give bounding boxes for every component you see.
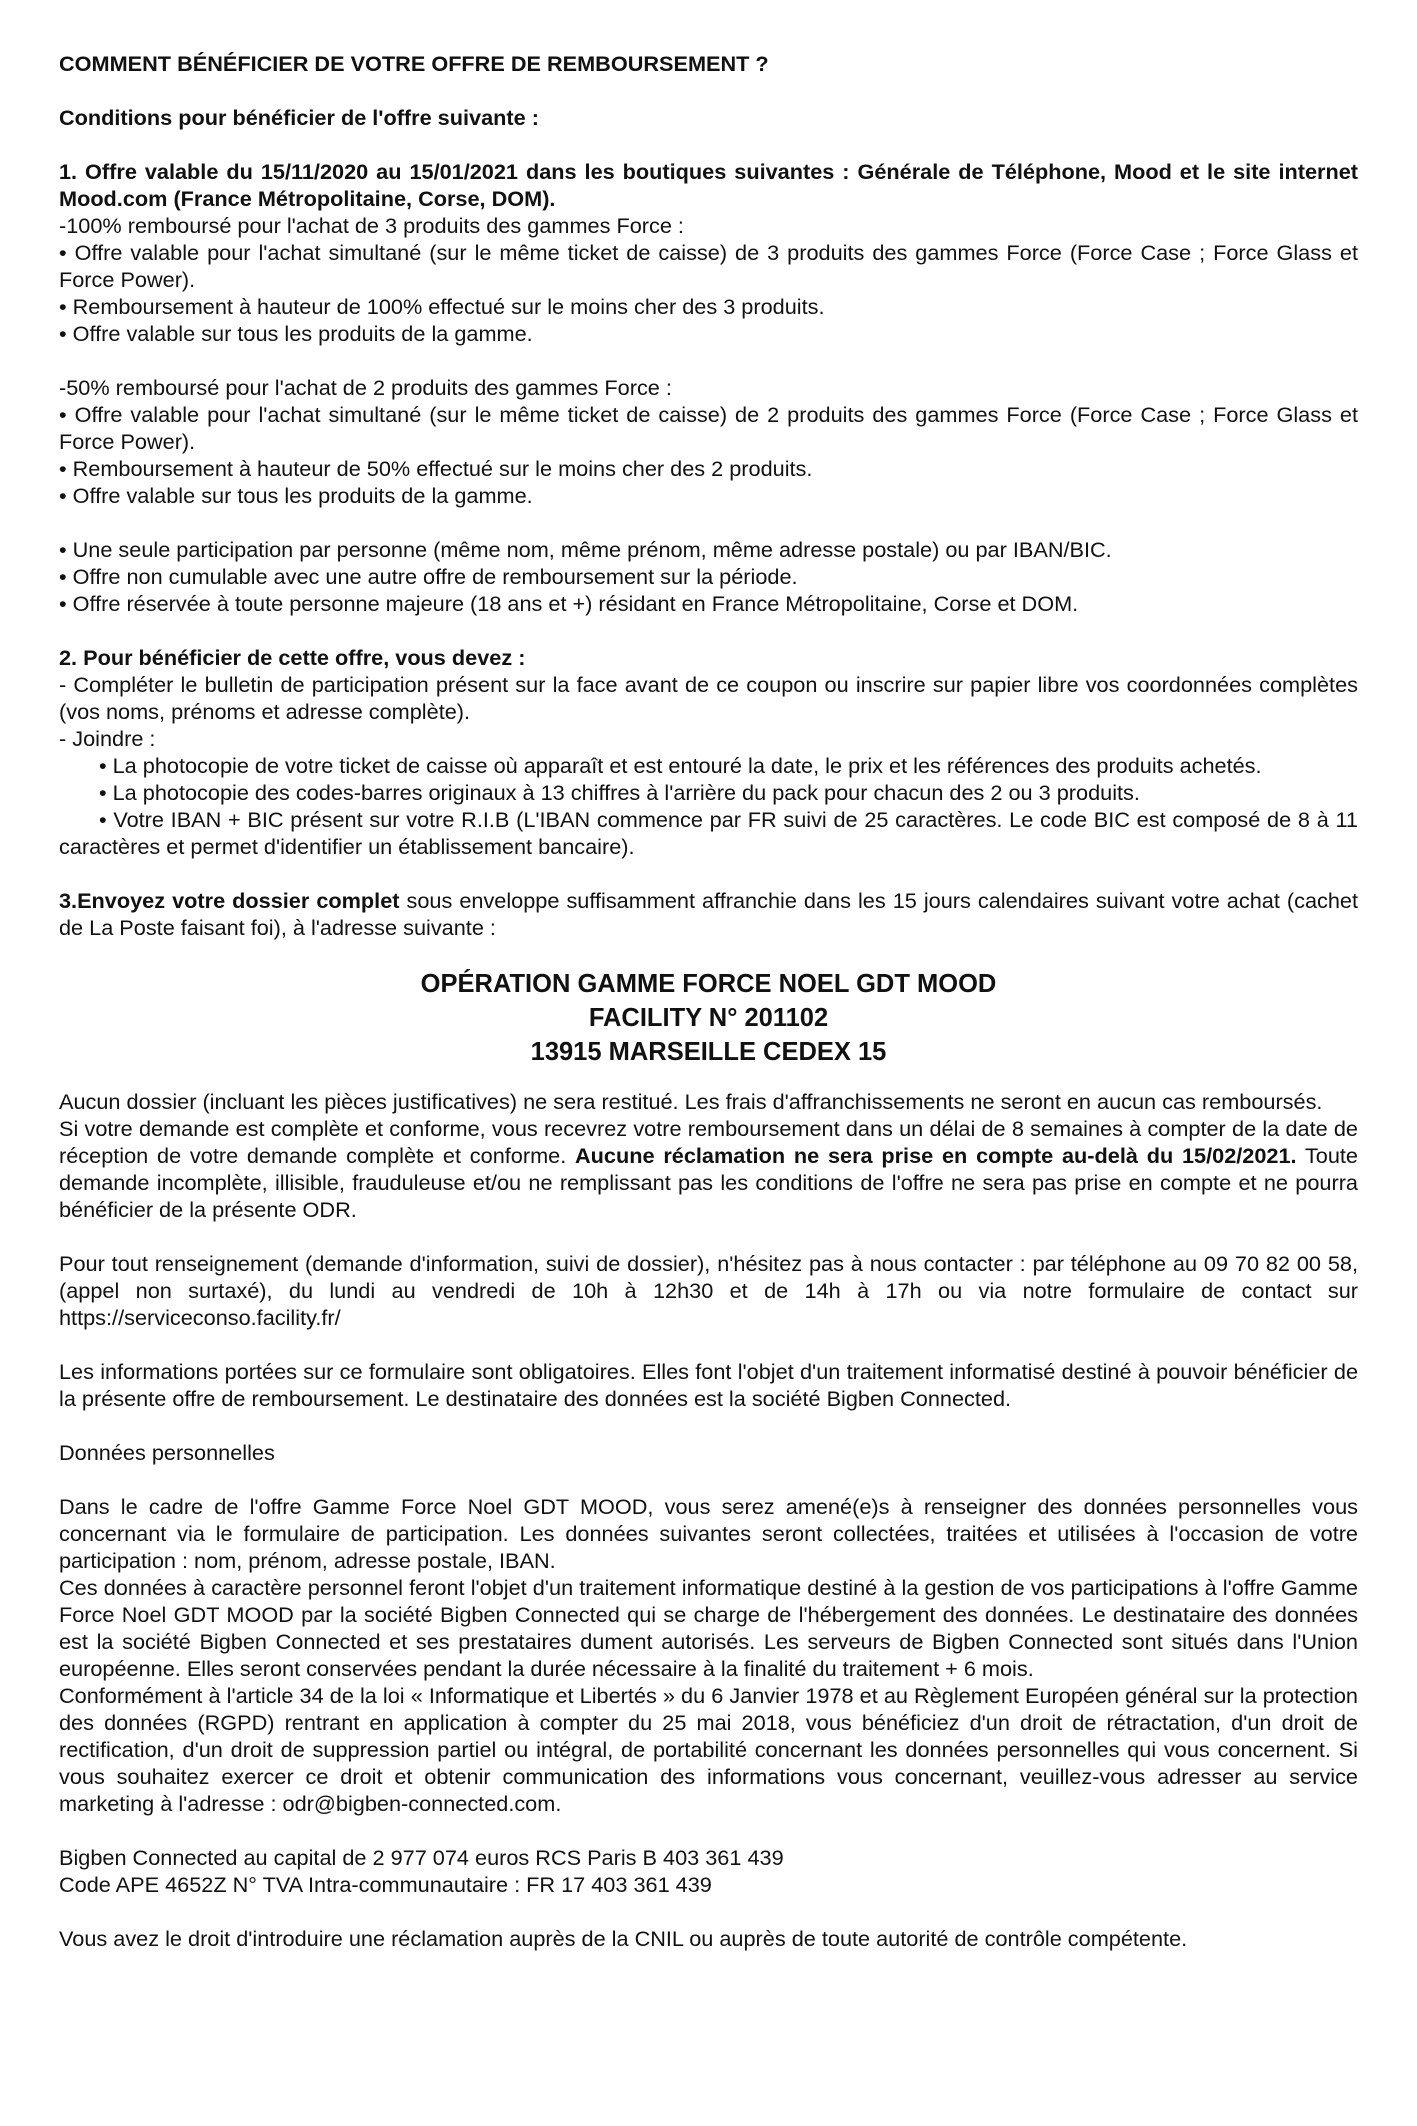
section2-item: • La photocopie de votre ticket de caisse où apparaît et est entouré la date, le prix et les références des produits achetés. — [99, 753, 1262, 778]
address-line-3: 13915 MARSEILLE CEDEX 15 — [530, 1038, 887, 1066]
personal-data-paragraph-3: Conformément à l'article 34 de la loi « Informatique et Libertés » du 6 Janvier 1978 et au Règlement Européen général sur la protection des données (RGPD) rentrant en application à compter du 25 mai 2018, vous bénéficiez d'un droit de rétractation, d'un droit de rectification, d'un droit de suppression partiel ou intégral, de portabilité concernant les données personnelles qui vous concernent. Si vous souhaitez exercer ce droit et obtenir communication des informations vous concernant, veuillez-vous adresser au service marketing à l'adresse : odr@bigben-connected.com. — [59, 1683, 1358, 1816]
offer50-item: • Remboursement à hauteur de 50% effectué sur le moins cher des 2 produits. — [59, 456, 813, 481]
document-title: COMMENT BÉNÉFICIER DE VOTRE OFFRE DE REMBOURSEMENT ? — [59, 51, 769, 76]
delay-text-a: Si votre demande est complète et conforme, vous recevrez votre remboursement dans un délai de 8 semaines à compter de la date de réception de votre demande complète et conforme. — [59, 1116, 1358, 1168]
contact-paragraph: Pour tout renseignement (demande d'information, suivi de dossier), n'hésitez pas à nous contacter : par téléphone au 09 70 82 00 58, (appel non surtaxé), du lundi au vendredi de 10h à 12h30 et de 14h à 17h ou via notre formulaire de contact sur https://serviceconso.facility.fr/ — [59, 1251, 1358, 1330]
conditions-heading: Conditions pour bénéficier de l'offre suivante : — [59, 105, 539, 130]
delay-notice — [59, 1115, 1358, 1223]
no-return-notice: Aucun dossier (incluant les pièces justificatives) ne sera restitué. Les frais d'affranchissements ne seront en aucun cas remboursés. — [59, 1089, 1323, 1114]
address-line-1: OPÉRATION GAMME FORCE NOEL GDT MOOD — [420, 970, 997, 998]
personal-data-title: Données personnelles — [59, 1440, 275, 1465]
terms-document — [59, 50, 1358, 1952]
offer100-item: • Remboursement à hauteur de 100% effectué sur le moins cher des 3 produits. — [59, 294, 825, 319]
section2-item: • La photocopie des codes-barres originaux à 13 chiffres à l'arrière du pack pour chacun des 2 ou 3 produits. — [99, 780, 1140, 805]
offer50-item: • Offre valable pour l'achat simultané (sur le même ticket de caisse) de 2 produits des gammes Force (Force Case ; Force Glass et Force Power). — [59, 402, 1358, 454]
offer100-title: -100% remboursé pour l'achat de 3 produits des gammes Force : — [59, 213, 684, 238]
general-condition: • Offre réservée à toute personne majeure (18 ans et +) résidant en France Métropolitaine, Corse et DOM. — [59, 591, 1079, 616]
section1-heading: 1. Offre valable du 15/11/2020 au 15/01/2021 dans les boutiques suivantes : Générale de Téléphone, Mood et le site internet Mood.com (France Métropolitaine, Corse, DOM). — [59, 159, 1358, 211]
offer100-item: • Offre valable sur tous les produits de la gamme. — [59, 321, 533, 346]
section2-heading: 2. Pour bénéficier de cette offre, vous devez : — [59, 645, 526, 670]
section2-fill: - Compléter le bulletin de participation présent sur la face avant de ce coupon ou inscrire sur papier libre vos coordonnées complètes (vos noms, prénoms et adresse complète). — [59, 672, 1358, 724]
offer100-item: • Offre valable pour l'achat simultané (sur le même ticket de caisse) de 3 produits des gammes Force (Force Case ; Force Glass et Force Power). — [59, 240, 1358, 292]
personal-data-paragraph-1: Dans le cadre de l'offre Gamme Force Noel GDT MOOD, vous serez amené(e)s à renseigner des données personnelles vous concernant via le formulaire de participation. Les données suivantes seront collectées, traitées et utilisées à l'occasion de votre participation : nom, prénom, adresse postale, IBAN. — [59, 1494, 1358, 1573]
address-line-2: FACILITY N° 201102 — [588, 1004, 829, 1032]
company-line-2: Code APE 4652Z N° TVA Intra-communautaire : FR 17 403 361 439 — [59, 1872, 712, 1897]
section3-heading: 3.Envoyez votre dossier complet — [59, 888, 400, 913]
offer50-title: -50% remboursé pour l'achat de 2 produits des gammes Force : — [59, 375, 672, 400]
postal-address — [59, 967, 1358, 1069]
mandatory-paragraph: Les informations portées sur ce formulaire sont obligatoires. Elles font l'objet d'un traitement informatisé destiné à pouvoir bénéficier de la présente offre de remboursement. Le destinataire des données est la société Bigben Connected. — [59, 1359, 1358, 1411]
cnil-notice: Vous avez le droit d'introduire une réclamation auprès de la CNIL ou auprès de toute autorité de contrôle compétente. — [59, 1926, 1188, 1951]
delay-text-b: Toute demande incomplète, illisible, frauduleuse et/ou ne remplissant pas les conditions de l'offre ne sera pas prise en compte et ne pourra bénéficier de la présente ODR. — [59, 1143, 1358, 1222]
personal-data-paragraph-2: Ces données à caractère personnel feront l'objet d'un traitement informatique destiné à la gestion de vos participations à l'offre Gamme Force Noel GDT MOOD par la société Bigben Connected qui se charge de l'hébergement des données. Le destinataire des données est la société Bigben Connected et ses prestataires dument autorisés. Les serveurs de Bigben Connected sont situés dans l'Union européenne. Elles seront conservées pendant la durée nécessaire à la finalité du traitement + 6 mois. — [59, 1575, 1358, 1681]
general-condition: • Offre non cumulable avec une autre offre de remboursement sur la période. — [59, 564, 798, 589]
offer50-item: • Offre valable sur tous les produits de la gamme. — [59, 483, 533, 508]
general-condition: • Une seule participation par personne (même nom, même prénom, même adresse postale) ou par IBAN/BIC. — [59, 537, 1112, 562]
company-line-1: Bigben Connected au capital de 2 977 074 euros RCS Paris B 403 361 439 — [59, 1845, 784, 1870]
delay-deadline: Aucune réclamation ne sera prise en compte au-delà du 15/02/2021. — [575, 1143, 1297, 1168]
section3-text: sous enveloppe suffisamment affranchie dans les 15 jours calendaires suivant votre achat (cachet de La Poste faisant foi), à l'adresse suivante : — [59, 888, 1359, 940]
section3-paragraph — [59, 887, 1358, 941]
section2-item: • Votre IBAN + BIC présent sur votre R.I.B (L'IBAN commence par FR suivi de 25 caractères. Le code BIC est composé de 8 à 11 caractères et permet d'identifier un établissement bancaire). — [59, 807, 1358, 859]
section2-join: - Joindre : — [59, 726, 156, 751]
